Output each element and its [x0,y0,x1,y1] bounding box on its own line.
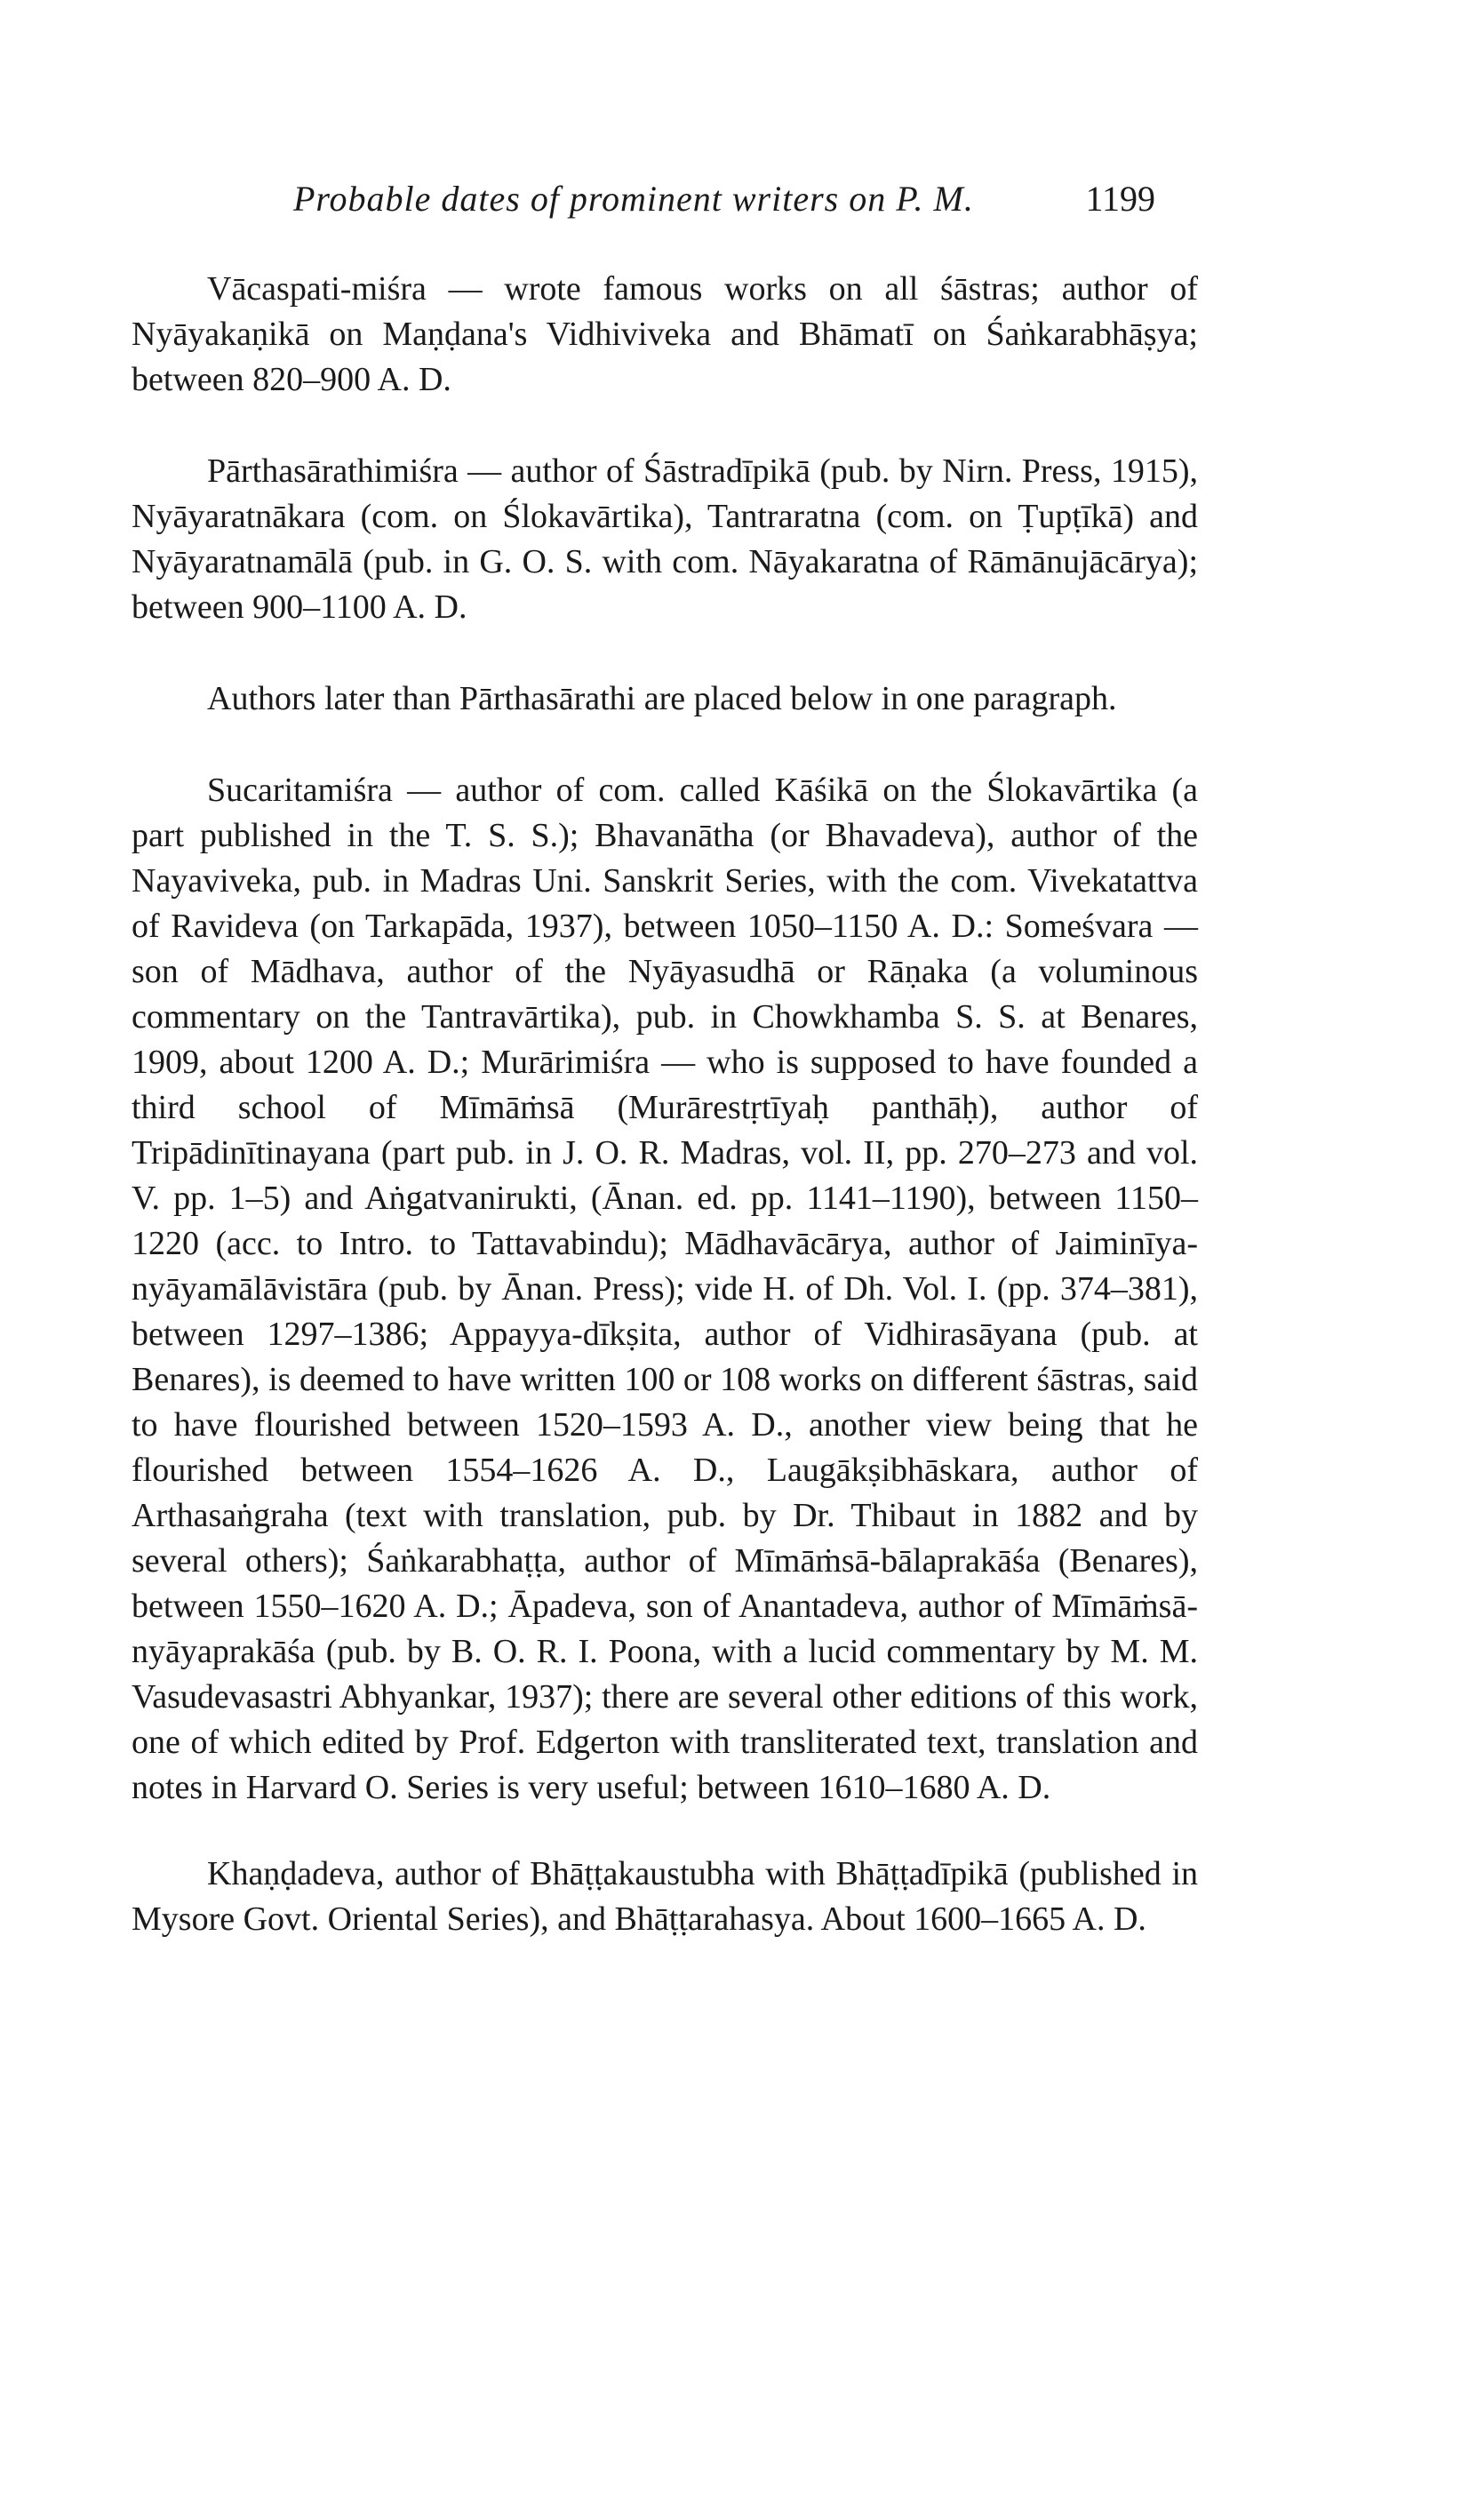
paragraph-later-authors: Authors later than Pārthasārathi are placed below in one paragraph. [207,680,1117,717]
paragraph-spacer [132,403,1198,449]
paragraph-sucaritamisra: Sucaritamiśra — author of com. called Kāśikā on the Ślokavārtika (a part published in the T. S. S.); Bhavanātha (or Bhavadeva), author of the Nayaviveka, pub. in Madras Uni. Sanskrit Series, with the com. Vivekatattva of Ravideva (on Tarkapāda, 1937), between 1050–1150 A. D.: Someśvara — son of Mādhava, author of the Nyāyasudhā or Rāṇaka (a voluminous commentary on the Tantravārtika), pub. in Chowkhamba S. S. at Benares, 1909, about 1200 A. D.; Murārimiśra — who is supposed to have founded a third school of Mīmāṁsā (Murārestṛtīyaḥ panthāḥ), author of Tripādinītinayana (part pub. in J. O. R. Madras, vol. II, pp. 270–273 and vol. V. pp. 1–5) and Aṅgatvanirukti, (Ānan. ed. pp. 1141–1190), between 1150–1220 (acc. to Intro. to Tattavabindu); Mādhavācārya, author of Jaiminīya-nyāyamālāvistāra (pub. by Ānan. Press); vide H. of Dh. Vol. I. (pp. 374–381), between 1297–1386; Appayya-dīkṣita, author of Vidhirasāyana (pub. at Benares), is deemed to have written 100 or 108 works on different śāstras, said to have flourished between 1520–1593 A. D., another view being that he flourished between 1554–1626 A. D., Laugākṣibhāskara, author of Arthasaṅgraha (text with translation, pub. by Dr. Thibaut in 1882 and by several others); Śaṅkarabhaṭṭa, author of Mīmāṁsā-bālaprakāśa (Benares), between 1550–1620 A. D.; Āpadeva, son of Anantadeva, author of Mīmāṁsā-nyāyaprakāśa (pub. by B. O. R. I. Poona, with a lucid commentary by M. M. Vasudevasastri Abhyankar, 1937); there are several other editions of this work, one of which edited by Prof. Edgerton with transliterated text, translation and notes in Harvard O. Series is very useful; between 1610–1680 A. D. [132,772,1198,1806]
paragraph-parthasarathi: Pārthasārathimiśra — author of Śāstradīpikā (pub. by Nirn. Press, 1915), Nyāyaratnākara (com. on Ślokavārtika), Tantraratna (com. on Ṭupṭīkā) and Nyāyaratnamālā (pub. in G. O. S. with com. Nāyakaratna of Rāmānujācārya); between 900–1100 A. D. [132,452,1198,626]
page-body [132,267,1198,1942]
paragraph-spacer [132,722,1198,768]
paragraph-spacer [132,1811,1198,1852]
page-number: 1199 [1085,179,1155,219]
page-header [293,178,1155,231]
paragraph-khandadeva: Khaṇḍadeva, author of Bhāṭṭakaustubha with Bhāṭṭadīpikā (published in Mysore Govt. Oriental Series), and Bhāṭṭarahasya. About 1600–1665 A. D. [132,1855,1198,1938]
paragraph-spacer [132,630,1198,676]
running-title: Probable dates of prominent writers on P. M. [293,179,974,219]
paragraph-vacaspati: Vācaspati-miśra — wrote famous works on all śāstras; author of Nyāyakaṇikā on Maṇḍana's Vidhiviveka and Bhāmatī on Śaṅkarabhāṣya; between 820–900 A. D. [132,270,1198,398]
